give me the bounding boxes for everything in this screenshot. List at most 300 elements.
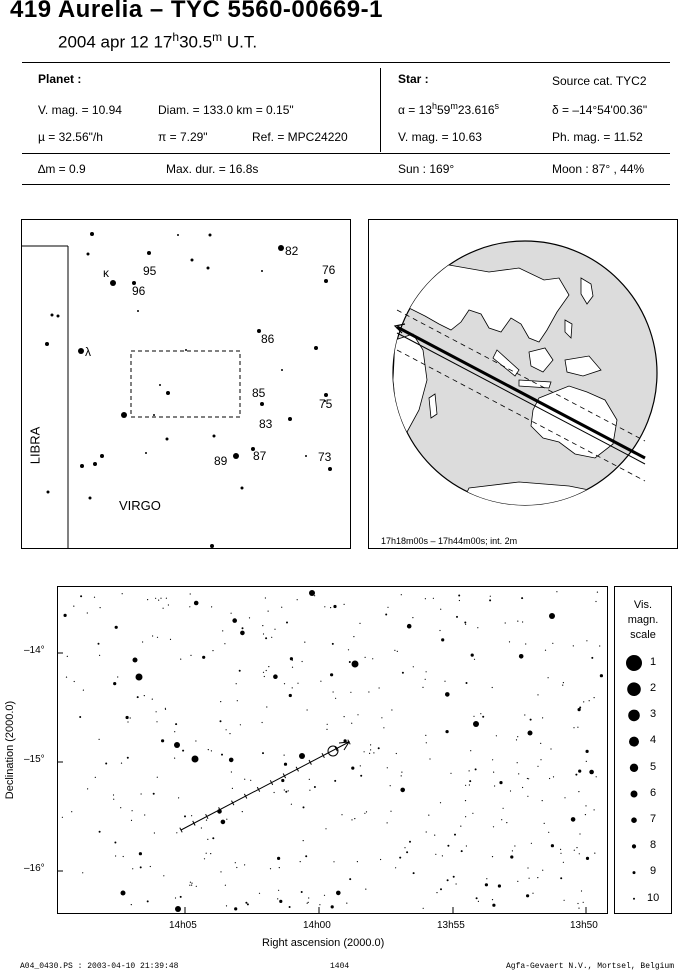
field-star (157, 637, 158, 638)
field-star (277, 857, 280, 860)
field-star (360, 765, 361, 766)
field-star (453, 876, 455, 878)
field-star (150, 866, 151, 867)
field-star (273, 674, 278, 679)
scale-level: 3 (650, 708, 657, 720)
field-star (466, 682, 468, 684)
field-star (178, 797, 179, 798)
field-star (250, 780, 251, 781)
field-star (357, 861, 358, 862)
field-star (100, 607, 101, 608)
field-star (594, 853, 595, 854)
field-star (426, 671, 427, 672)
field-star (297, 683, 298, 684)
field-star (365, 657, 366, 658)
field-star (527, 867, 528, 868)
field-star (429, 758, 430, 759)
field-star (292, 667, 293, 668)
field-star (190, 593, 191, 594)
field-star (402, 672, 404, 674)
field-star (454, 834, 456, 836)
y-axis-label: Declination (2000.0) (4, 700, 16, 800)
bright-star (133, 658, 138, 663)
field-star (131, 820, 132, 821)
field-star (291, 804, 292, 805)
field-star (263, 633, 264, 634)
field-star (121, 763, 122, 764)
field-star (542, 800, 543, 801)
x-tick-label: 14h05 (169, 920, 197, 931)
field-star (115, 855, 116, 856)
planet-reference: Ref. = MPC24220 (252, 130, 348, 144)
field-star (381, 717, 382, 718)
field-star (240, 631, 245, 636)
field-star (334, 780, 336, 782)
field-star (517, 762, 518, 763)
field-star (456, 616, 458, 618)
field-star (583, 902, 584, 903)
field-star (407, 624, 412, 629)
field-star (163, 608, 164, 609)
bright-star (121, 891, 126, 896)
field-star (99, 655, 100, 656)
finder-star (121, 412, 127, 418)
field-star (409, 841, 411, 843)
field-star (412, 617, 413, 618)
field-star (242, 627, 244, 629)
field-star (201, 827, 202, 828)
field-star (336, 891, 341, 896)
field-star (537, 877, 538, 878)
field-star (245, 902, 247, 904)
field-star (237, 700, 238, 701)
field-star (485, 883, 488, 886)
field-star (344, 716, 345, 717)
star-label: 87 (253, 449, 267, 463)
field-star (492, 759, 493, 760)
bright-star (174, 742, 180, 748)
field-star (180, 659, 181, 660)
scale-dot (631, 817, 637, 823)
field-star (211, 606, 212, 607)
field-star (400, 788, 405, 793)
y-tick-label: –16° (24, 863, 45, 874)
field-star (450, 773, 451, 774)
finder-star (110, 280, 116, 286)
field-star (174, 758, 175, 759)
continent-antarctica (459, 482, 629, 510)
field-star (578, 791, 579, 792)
field-star (564, 797, 565, 798)
star-label: 96 (132, 284, 146, 298)
field-star (460, 826, 461, 827)
field-star (426, 831, 427, 832)
field-star (406, 851, 408, 853)
field-star (560, 849, 561, 850)
field-star (465, 800, 466, 801)
field-star (573, 645, 574, 646)
field-star (113, 794, 114, 795)
field-star (99, 739, 100, 740)
bright-star (528, 731, 533, 736)
field-star (423, 908, 424, 909)
star-label: 86 (261, 332, 275, 346)
y-tick-label: –15° (24, 754, 45, 765)
footer-file: A04_0430.PS : 2003-04-10 21:39:48 (20, 962, 179, 971)
star-label: 85 (252, 386, 266, 400)
field-star (141, 793, 142, 794)
field-star (281, 607, 282, 608)
earth-visibility-map (368, 219, 678, 549)
field-star (319, 904, 320, 905)
finder-star (177, 234, 179, 236)
field-star (127, 757, 129, 759)
field-star (493, 826, 494, 827)
field-star (74, 681, 75, 682)
field-star (498, 884, 501, 887)
field-star (265, 637, 267, 639)
field-star (113, 799, 114, 800)
field-star (404, 847, 405, 848)
field-star (394, 650, 395, 651)
field-star (439, 630, 440, 631)
field-star (519, 654, 524, 659)
asteroid-track (181, 742, 349, 830)
field-star (435, 854, 436, 855)
field-star (387, 822, 388, 823)
field-star (364, 813, 365, 814)
table-divider (380, 68, 381, 152)
field-star (210, 853, 211, 854)
field-star (477, 627, 478, 628)
event-title: 419 Aurelia – TYC 5560-00669-1 (10, 0, 383, 23)
field-star (284, 763, 287, 766)
field-star (301, 891, 303, 893)
field-star (320, 681, 321, 682)
scale-dot (626, 655, 642, 671)
field-star (577, 903, 578, 904)
field-star (373, 752, 374, 753)
field-star (370, 744, 371, 745)
field-of-view-box (131, 351, 240, 417)
field-star (551, 844, 554, 847)
finder-star (185, 349, 187, 351)
field-star (540, 759, 541, 760)
field-star (99, 831, 101, 833)
finder-star (145, 452, 147, 454)
field-star (302, 661, 303, 662)
field-star (469, 780, 471, 782)
field-star (425, 598, 426, 599)
field-star (274, 629, 275, 630)
field-star (147, 599, 148, 600)
field-star (247, 903, 249, 905)
scale-dot (629, 737, 639, 747)
bright-star (309, 590, 315, 596)
scale-dot (627, 682, 641, 696)
field-star (349, 878, 351, 880)
field-star (563, 862, 564, 863)
field-star (390, 785, 391, 786)
field-star (458, 595, 460, 597)
scale-dot (632, 844, 636, 848)
finder-star (261, 270, 263, 272)
field-star (503, 808, 504, 809)
field-star (413, 666, 414, 667)
field-star (387, 607, 388, 608)
field-star (524, 714, 525, 715)
field-star (571, 817, 576, 822)
finder-star (153, 414, 155, 416)
finder-star (80, 464, 84, 468)
field-star (440, 802, 441, 803)
field-star (284, 683, 285, 684)
field-star (304, 642, 305, 643)
field-star (391, 709, 392, 710)
field-star (368, 691, 369, 692)
bright-star (136, 674, 143, 681)
field-star (401, 594, 402, 595)
scale-dot (633, 871, 636, 874)
field-star (540, 743, 541, 744)
field-star (268, 611, 269, 612)
field-star (442, 855, 443, 856)
field-star (168, 604, 169, 605)
field-star (284, 755, 285, 756)
field-star (189, 606, 190, 607)
field-star (433, 598, 434, 599)
finder-star (281, 369, 283, 371)
scale-dot (630, 764, 638, 772)
field-star (422, 687, 423, 688)
field-star (385, 614, 387, 616)
field-star (308, 897, 309, 898)
field-star (532, 893, 533, 894)
field-star (170, 639, 171, 640)
field-star (180, 896, 182, 898)
sky-chart (57, 586, 608, 914)
star-label: 76 (322, 263, 336, 277)
field-star (542, 717, 543, 718)
field-star (231, 613, 232, 614)
scale-dot (628, 710, 640, 722)
field-star (341, 814, 342, 815)
sun-elongation: Sun : 169° (398, 162, 455, 176)
field-star (156, 721, 157, 722)
field-star (266, 706, 267, 707)
field-star (501, 819, 502, 820)
field-star (380, 859, 381, 860)
field-star (333, 691, 334, 692)
field-star (142, 641, 143, 642)
field-star (120, 807, 121, 808)
field-star (517, 621, 518, 622)
finder-stars (45, 232, 332, 548)
field-star (190, 655, 191, 656)
field-star (263, 672, 264, 673)
finder-star (47, 491, 50, 494)
globe-canvas (369, 220, 677, 548)
field-star (476, 897, 478, 899)
field-star (154, 832, 155, 833)
planet-vmag: V. mag. = 10.94 (38, 103, 122, 117)
field-star (163, 875, 164, 876)
field-star (300, 861, 301, 862)
field-star (309, 779, 310, 780)
finder-star (241, 487, 244, 490)
field-star (105, 763, 107, 765)
field-star (556, 591, 557, 592)
field-star (239, 670, 241, 672)
field-star (325, 828, 326, 829)
finder-star (93, 462, 97, 466)
field-star (550, 748, 551, 749)
finder-star (78, 348, 84, 354)
field-star (575, 774, 577, 776)
field-star (492, 687, 493, 688)
bright-star (192, 756, 199, 763)
field-star (191, 815, 192, 816)
star-label: κ (103, 266, 109, 280)
field-star (166, 598, 167, 599)
field-star (175, 897, 176, 898)
field-star (469, 784, 470, 785)
field-star (553, 776, 554, 777)
field-star (232, 788, 233, 789)
field-star (333, 861, 334, 862)
bright-star (299, 753, 305, 759)
field-star (594, 697, 595, 698)
field-star (126, 716, 129, 719)
field-star (505, 622, 506, 623)
planet-motion: µ = 32.56"/h (38, 130, 103, 144)
field-star (440, 888, 442, 890)
scale-level: 9 (650, 865, 657, 877)
field-star (564, 900, 565, 901)
scale-title: Vis. (633, 599, 653, 611)
field-star (278, 890, 279, 891)
field-star (517, 736, 518, 737)
field-star (140, 866, 142, 868)
field-star (289, 694, 292, 697)
field-star (444, 681, 445, 682)
field-star (383, 727, 384, 728)
field-star (147, 900, 149, 902)
finder-star (207, 267, 210, 270)
constellation-label-libra: LIBRA (27, 426, 43, 465)
field-star (191, 883, 192, 884)
scale-level: 2 (650, 682, 657, 694)
field-star (459, 600, 460, 601)
field-star (522, 621, 523, 622)
field-star (262, 752, 264, 754)
finder-star (210, 544, 214, 548)
field-star (474, 659, 475, 660)
field-star (292, 687, 293, 688)
field-star (426, 742, 427, 743)
constellation-label-virgo: VIRGO (119, 498, 161, 513)
field-star (522, 787, 523, 788)
field-star (240, 724, 241, 725)
field-star (115, 626, 118, 629)
field-star (594, 809, 595, 810)
field-star (324, 606, 325, 607)
field-star (465, 816, 466, 817)
field-star (372, 658, 373, 659)
field-star (586, 857, 589, 860)
finder-star (288, 417, 292, 421)
bright-star (352, 661, 359, 668)
field-star (464, 622, 466, 624)
field-star (445, 692, 450, 697)
field-star (67, 656, 68, 657)
field-star (549, 778, 550, 779)
field-star (165, 709, 166, 710)
field-star (490, 596, 491, 597)
table-mid-rule (22, 153, 670, 154)
field-star (190, 882, 191, 883)
field-star (333, 605, 336, 608)
field-star (537, 694, 538, 695)
scale-dot (631, 791, 638, 798)
field-star (220, 701, 221, 702)
field-star (127, 721, 128, 722)
field-star (286, 622, 288, 624)
field-star (366, 811, 367, 812)
field-star (225, 885, 226, 886)
field-star (288, 790, 289, 791)
field-star (113, 682, 116, 685)
field-star (132, 810, 133, 811)
field-star (434, 835, 435, 836)
field-star (360, 775, 362, 777)
scale-level: 10 (647, 892, 660, 904)
event-datetime: 2004 apr 12 17$^h$30.5$^m$ U.T. (58, 30, 258, 52)
field-star (591, 657, 593, 659)
finder-star (328, 467, 332, 471)
star-source-catalog: Source cat. TYC2 (552, 74, 647, 88)
finder-star (57, 315, 60, 318)
finder-chart-canvas (22, 220, 350, 548)
field-star (327, 724, 328, 725)
field-star (131, 904, 132, 905)
table-bottom-rule (22, 184, 670, 185)
field-star (494, 785, 495, 786)
field-star (578, 908, 579, 909)
field-star (350, 692, 351, 693)
field-star (560, 877, 562, 879)
field-star (577, 727, 578, 728)
field-star (512, 850, 513, 851)
field-star (364, 751, 365, 752)
field-star (184, 815, 186, 817)
field-star (264, 676, 265, 677)
field-star (182, 750, 184, 752)
field-star (284, 789, 285, 790)
field-star (152, 699, 153, 700)
field-star (326, 729, 327, 730)
field-star (379, 687, 380, 688)
field-star (469, 770, 470, 771)
field-star (155, 598, 156, 599)
field-star (563, 682, 564, 683)
field-star (544, 823, 545, 824)
star-heading: Star : (398, 72, 429, 86)
field-star (196, 886, 197, 887)
star-phmag: Ph. mag. = 11.52 (552, 130, 643, 144)
planet-parallax: π = 7.29" (158, 130, 208, 144)
field-star (279, 867, 280, 868)
